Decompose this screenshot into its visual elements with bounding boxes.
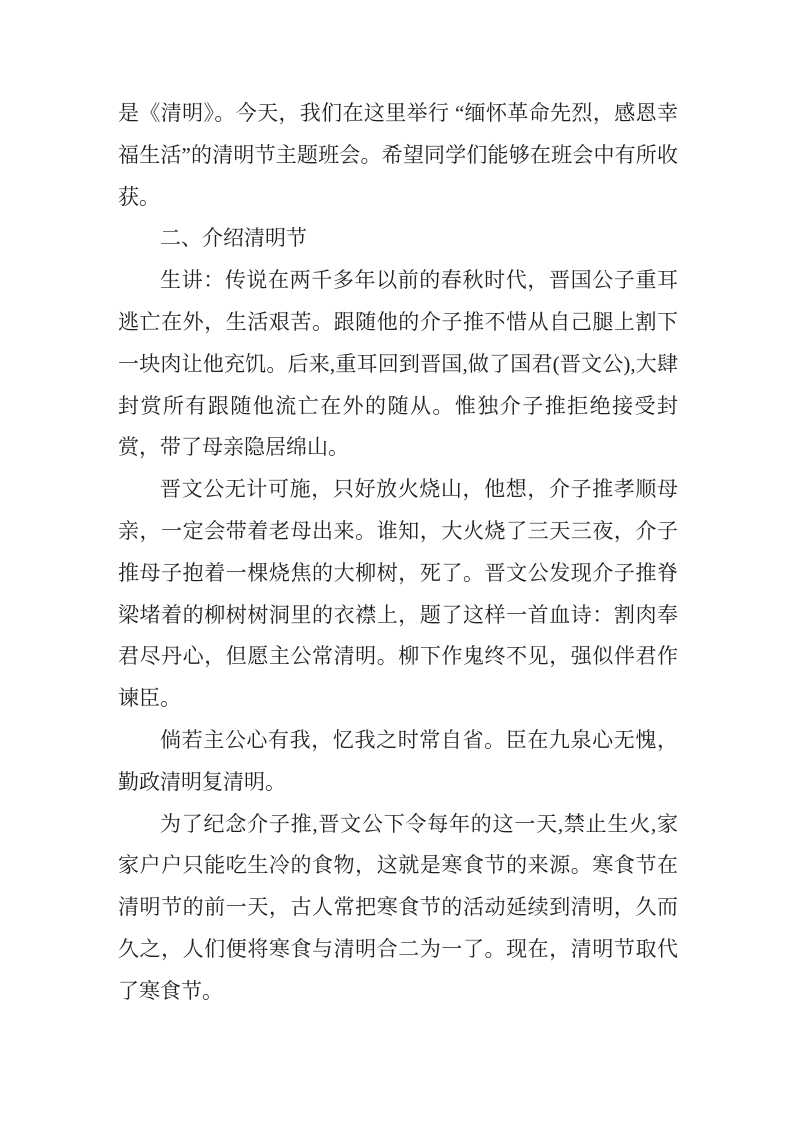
paragraph-blood-poem: 倘若主公心有我，忆我之时常自省。臣在九泉心无愧，勤政清明复清明。 <box>118 727 678 794</box>
paragraph-intro-continuation: 是《清明》。今天，我们在这里举行 “缅怀革命先烈，感恩幸福生活”的清明节主题班会。希望同学们能够在班会中有所收获。 <box>118 101 678 209</box>
document-body <box>118 93 678 1013</box>
paragraph-legend-part2: 晋文公无计可施，只好放火烧山，他想，介子推孝顺母亲，一定会带着老母出来。谁知，大火烧了三天三夜，介子推母子抱着一棵烧焦的大柳树，死了。晋文公发现介子推脊梁堵着的柳树树洞里的衣襟上，题了这样一首血诗：割肉奉君尽丹心，但愿主公常清明。柳下作鬼终不见，强似伴君作谏臣。 <box>118 477 678 711</box>
paragraph-cold-food-festival: 为了纪念介子推,晋文公下令每年的这一天,禁止生火,家家户户只能吃生冷的食物，这就是寒食节的来源。寒食节在清明节的前一天，古人常把寒食节的活动延续到清明，久而久之，人们便将寒食与清明合二为一了。现在，清明节取代了寒食节。 <box>118 811 678 1003</box>
paragraph-section-heading: 二、介绍清明节 <box>160 226 307 251</box>
paragraph-legend-part1: 生讲：传说在两千多年以前的春秋时代，晋国公子重耳逃亡在外，生活艰苦。跟随他的介子推不惜从自己腿上割下一块肉让他充饥。后来,重耳回到晋国,做了国君(晋文公),大肆封赏所有跟随他流亡在外的随从。惟独介子推拒绝接受封赏，带了母亲隐居绵山。 <box>118 268 678 460</box>
